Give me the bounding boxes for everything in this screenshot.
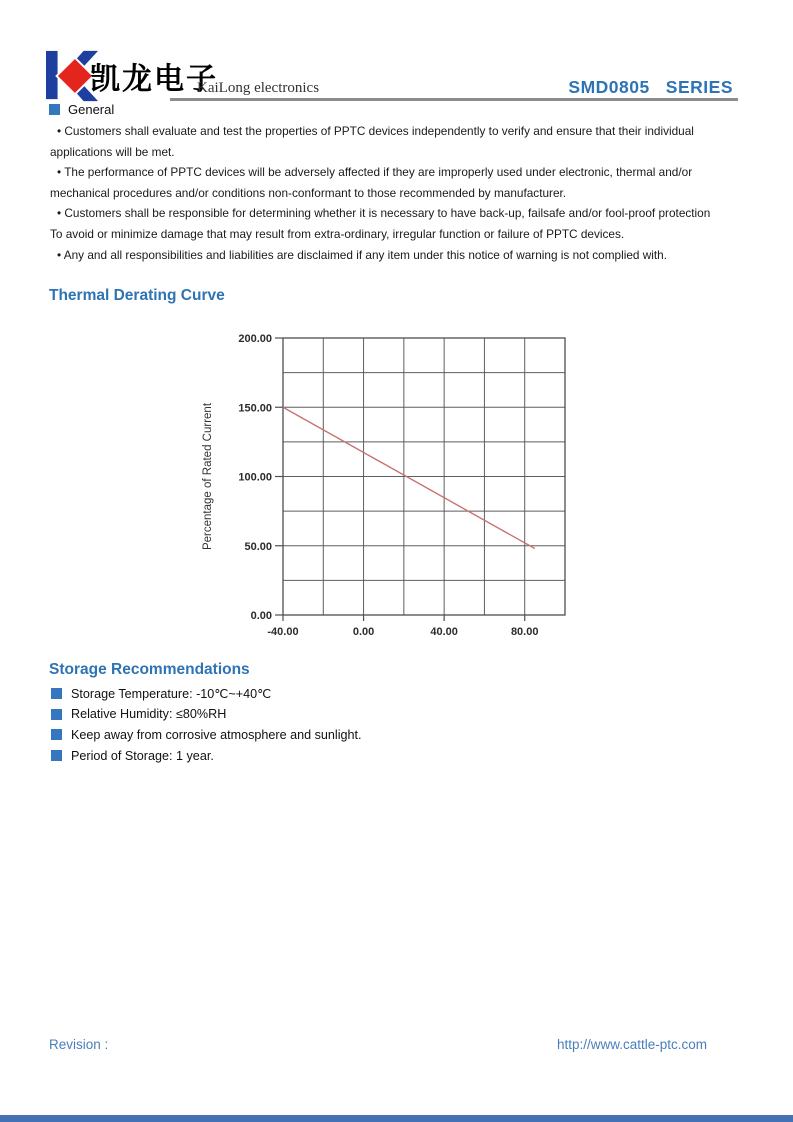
general-heading: General: [68, 102, 115, 117]
square-bullet-icon: [51, 729, 62, 740]
general-line: applications will be met.: [50, 144, 175, 159]
svg-text:150.00: 150.00: [238, 402, 272, 415]
storage-list: [51, 683, 362, 766]
logo-english-text: KaiLong electronics: [197, 80, 320, 96]
logo-k-bar: [46, 51, 58, 99]
square-bullet-icon: [51, 709, 62, 720]
storage-item-text: Keep away from corrosive atmosphere and sunlight.: [71, 727, 362, 742]
website-link[interactable]: http://www.cattle-ptc.com: [556, 1037, 707, 1052]
storage-item-text: Relative Humidity: ≤80%RH: [71, 707, 227, 722]
svg-text:-40.00: -40.00: [267, 626, 299, 638]
revision-label: Revision :: [49, 1037, 109, 1052]
header-rule: [170, 98, 738, 101]
general-line: mechanical procedures and/or conditions non-conformant to those recommended by manufacturer.: [50, 185, 567, 200]
thermal-derating-chart: [185, 330, 585, 645]
general-line: • Customers shall be responsible for determining whether it is necessary to have back-up, failsafe and/or fool-proof protection: [57, 206, 711, 221]
storage-item: [51, 683, 362, 704]
svg-text:100.00: 100.00: [238, 471, 272, 484]
svg-text:Percentage of Rated Current: Percentage of Rated Current: [202, 402, 214, 551]
general-line: To avoid or minimize damage that may result from extra-ordinary, irregular function or failure of PPTC devices.: [50, 226, 625, 241]
logo-red-diamond-icon: [57, 58, 94, 95]
svg-text:0.00: 0.00: [250, 610, 272, 622]
thermal-derating-heading: Thermal Derating Curve: [49, 287, 225, 304]
square-bullet-icon: [51, 750, 62, 761]
series-title: SMD0805 SERIES: [568, 77, 733, 97]
storage-item: [51, 745, 362, 766]
storage-item: [51, 725, 362, 746]
svg-text:0.00: 0.00: [352, 626, 375, 638]
square-bullet-icon: [51, 688, 62, 699]
svg-text:40.00: 40.00: [430, 626, 458, 638]
general-section-header: [49, 102, 114, 117]
general-line: • The performance of PPTC devices will be adversely affected if they are improperly used under electronic, thermal and/or: [57, 165, 693, 180]
square-bullet-icon: [49, 104, 60, 115]
svg-text:50.00: 50.00: [244, 540, 272, 553]
svg-text:80.00: 80.00: [510, 626, 539, 638]
storage-item-text: Period of Storage: 1 year.: [71, 748, 214, 763]
svg-text:200.00: 200.00: [238, 333, 272, 345]
general-line: • Customers shall evaluate and test the properties of PPTC devices independently to verify and ensure that their individual: [57, 124, 694, 138]
storage-item: [51, 704, 362, 725]
storage-item-text: Storage Temperature: -10℃~+40℃: [71, 686, 272, 701]
logo-chinese-text: 凯龙电子: [90, 62, 218, 97]
storage-heading: Storage Recommendations: [49, 661, 250, 678]
general-text-block: [50, 121, 710, 265]
page-bottom-bar: [0, 1115, 793, 1122]
general-line: • Any and all responsibilities and liabilities are disclaimed if any item under this notice of warning is not complied with.: [57, 247, 668, 262]
